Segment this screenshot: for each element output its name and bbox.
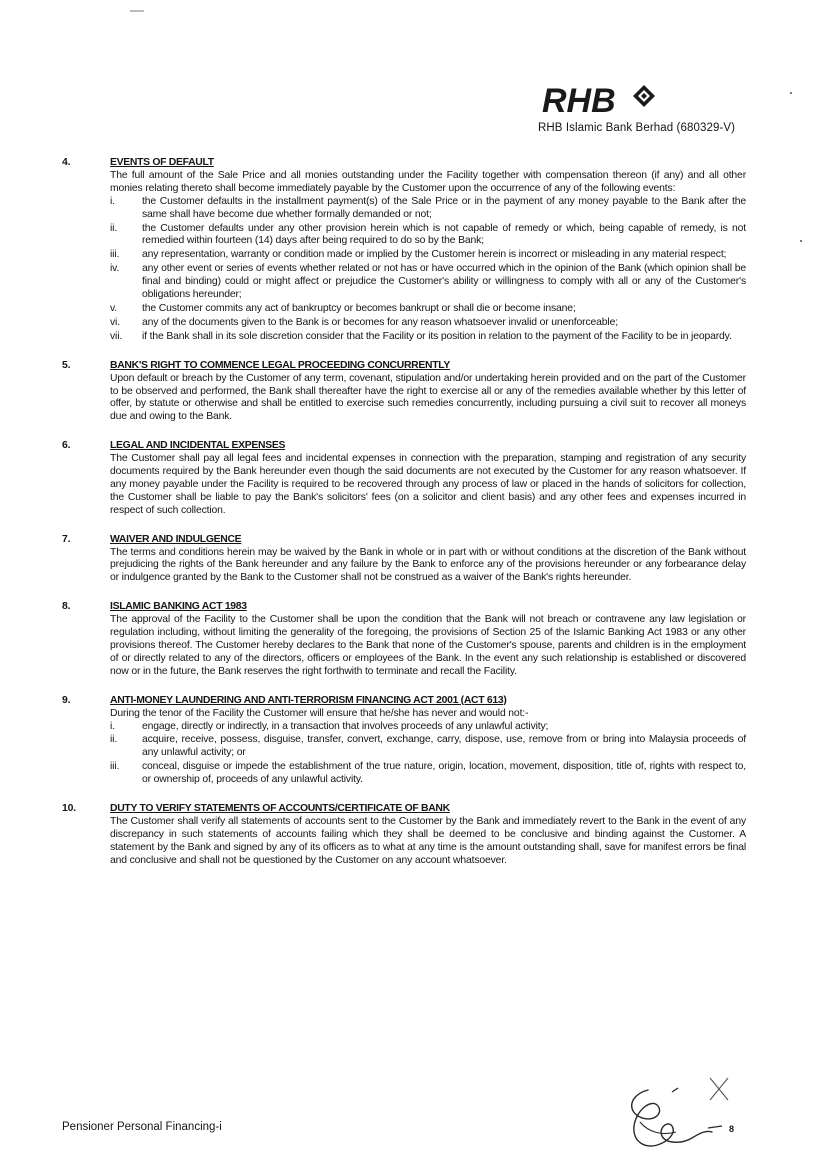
item-number: iv. bbox=[110, 263, 120, 275]
section-title: DUTY TO VERIFY STATEMENTS OF ACCOUNTS/CERTIFICATE OF BANK bbox=[110, 803, 450, 815]
list-item bbox=[110, 303, 746, 316]
item-number: ii. bbox=[110, 222, 118, 234]
item-text: the Customer defaults under any other provision herein which is not capable of remedy or which, being capable of remedy, is not remedied within fourteen (14) days after being required to do so by the Bank; bbox=[142, 222, 746, 247]
page-number: 8 bbox=[729, 1124, 735, 1134]
section-body: During the tenor of the Facility the Customer will ensure that he/she has never and would not:- bbox=[110, 707, 529, 719]
logo-text: RHB bbox=[542, 82, 616, 120]
scan-speck bbox=[790, 92, 792, 94]
section-title: ISLAMIC BANKING ACT 1983 bbox=[110, 601, 247, 613]
section-anti-money-laundering bbox=[62, 695, 746, 787]
terms-content bbox=[62, 157, 746, 884]
section-body: Upon default or breach by the Customer of any term, covenant, stipulation and/or undertaking herein provided and on the part of the Customer to be observed and performed, the Bank shall thereafter have the right to exercise all or any of the remedies available whether by this letter of offer, by statute or otherwise and shall be entitled to exercise such remedies concurrently, including pursuing a civil suit to recover all moneys due and owing to the Bank. bbox=[110, 372, 746, 423]
item-number: vi. bbox=[110, 316, 120, 328]
item-text: engage, directly or indirectly, in a transaction that involves proceeds of any unlawful activity; bbox=[142, 720, 549, 732]
item-text: any other event or series of events whether related or not has or have occurred which in the opinion of the Bank (which opinion shall be final and binding) could or might affect or prejudice the Customer's ability or willingness to comply with all or any of the Customer's obligations hereunder; bbox=[142, 263, 746, 301]
bank-name: RHB Islamic Bank Berhad (680329-V) bbox=[538, 122, 736, 134]
item-number: iii. bbox=[110, 249, 120, 261]
section-title: LEGAL AND INCIDENTAL EXPENSES bbox=[110, 440, 286, 452]
section-islamic-banking-act bbox=[62, 601, 746, 678]
list-item bbox=[110, 249, 746, 262]
section-body: The approval of the Facility to the Customer shall be upon the condition that the Bank will not breach or contravene any law legislation or regulation including, without limiting the generality of the foregoing, the provisions of Section 25 of the Islamic Banking Act 1983 or any other provisions thereof. The Customer hereby declares to the Bank that none of the Customer's spouse, parents and children is in the employment of or directly related to any of the directors, officers or employees of the Bank. In the event any such relationship is established or discovered now or in the future, the Bank reserves the right forthwith to terminate and recall the Facility. bbox=[110, 614, 746, 677]
section-body: The terms and conditions herein may be waived by the Bank in whole or in part with or without conditions at the discretion of the Bank without prejudicing the rights of the Bank hereunder and any failure by the Bank to enforce any of the provisions hereunder or any forbearance delay or indulgence granted by the Bank to the Customer shall not be construed as a waiver of the Bank's rights hereunder. bbox=[110, 546, 746, 584]
section-legal-expenses bbox=[62, 440, 746, 517]
section-number: 6. bbox=[62, 440, 71, 452]
section-title: ANTI-MONEY LAUNDERING AND ANTI-TERRORISM FINANCING ACT 2001 (ACT 613) bbox=[110, 694, 507, 706]
section-waiver bbox=[62, 534, 746, 586]
list-item bbox=[110, 761, 746, 787]
list-item bbox=[110, 317, 746, 330]
events-list bbox=[110, 196, 746, 344]
item-text: acquire, receive, possess, disguise, transfer, convert, exchange, carry, dispose, use, remove from or bring into Malaysia proceeds of any unlawful activity; or bbox=[142, 734, 746, 759]
item-number: iii. bbox=[110, 761, 120, 773]
list-item bbox=[110, 263, 746, 302]
list-item bbox=[110, 223, 746, 249]
item-number: i. bbox=[110, 720, 115, 732]
section-number: 10. bbox=[62, 803, 76, 815]
section-number: 4. bbox=[62, 157, 71, 168]
item-number: v. bbox=[110, 302, 118, 314]
scan-speck bbox=[130, 10, 144, 12]
section-body: The full amount of the Sale Price and all monies outstanding under the Facility together with compensation thereon (if any) and all other monies relating thereto shall become immediately payable by the Customer upon the occurrence of any of the following events: bbox=[110, 169, 746, 194]
item-number: ii. bbox=[110, 734, 118, 746]
section-title: BANK'S RIGHT TO COMMENCE LEGAL PROCEEDING CONCURRENTLY bbox=[110, 359, 450, 371]
aml-list bbox=[110, 721, 746, 788]
item-number: i. bbox=[110, 195, 115, 207]
section-title: EVENTS OF DEFAULT bbox=[110, 157, 214, 168]
section-body: The Customer shall pay all legal fees and incidental expenses in connection with the preparation, stamping and registration of any security documents required by the Bank hereunder even though the said documents are not executed by the Customer for any reason whatsoever. If any money payable under the Facility is required to be recovered through any process of law or placed in the hands of solicitors for collection, the Customer shall be liable to pay the Bank's solicitors' fees (on a solicitor and client basis) and any other fees and expenses incurred in respect of such collection. bbox=[110, 453, 746, 516]
footer-product-name: Pensioner Personal Financing-i bbox=[62, 1121, 222, 1133]
item-text: if the Bank shall in its sole discretion consider that the Facility or its position in relation to the payment of the Facility to be in jeopardy. bbox=[142, 330, 732, 342]
item-text: the Customer defaults in the installment payment(s) of the Sale Price or in the payment of any money payable to the Bank after the same shall have become due whether formally demanded or not; bbox=[142, 195, 746, 220]
section-number: 8. bbox=[62, 601, 71, 613]
section-legal-proceeding bbox=[62, 360, 746, 425]
section-number: 7. bbox=[62, 533, 71, 545]
item-text: any representation, warranty or condition made or implied by the Customer herein is incorrect or misleading in any material respect; bbox=[142, 249, 727, 261]
item-text: conceal, disguise or impede the establishment of the true nature, origin, location, movement, disposition, title of, rights with respect to, or ownership of, proceeds of any unlawful activity. bbox=[142, 761, 746, 786]
item-text: the Customer commits any act of bankruptcy or becomes bankrupt or shall die or become insane; bbox=[142, 302, 576, 314]
section-body: The Customer shall verify all statements of accounts sent to the Customer by the Bank and immediately revert to the Bank in the event of any discrepancy in such statements of accounts failing which they shall be deemed to be conclusive and binding against the Customer. A statement by the Bank and signed by any of its officers as to what at any time is the amount outstanding shall, save for manifest errors be final and conclusive and shall not be questioned by the Customer on any account whatsoever. bbox=[110, 815, 746, 866]
list-item bbox=[110, 734, 746, 760]
item-number: vii. bbox=[110, 330, 123, 342]
list-item bbox=[110, 196, 746, 222]
rhb-logo bbox=[540, 78, 660, 122]
list-item bbox=[110, 331, 746, 344]
handwritten-signature bbox=[612, 1070, 762, 1160]
scan-speck bbox=[800, 240, 802, 242]
item-text: any of the documents given to the Bank is or becomes for any reason whatsoever invalid or unenforceable; bbox=[142, 316, 618, 328]
section-number: 9. bbox=[62, 694, 71, 706]
section-number: 5. bbox=[62, 359, 71, 371]
section-events-of-default bbox=[62, 157, 746, 344]
section-verify-statements bbox=[62, 803, 746, 868]
list-item bbox=[110, 721, 746, 734]
section-title: WAIVER AND INDULGENCE bbox=[110, 533, 242, 545]
